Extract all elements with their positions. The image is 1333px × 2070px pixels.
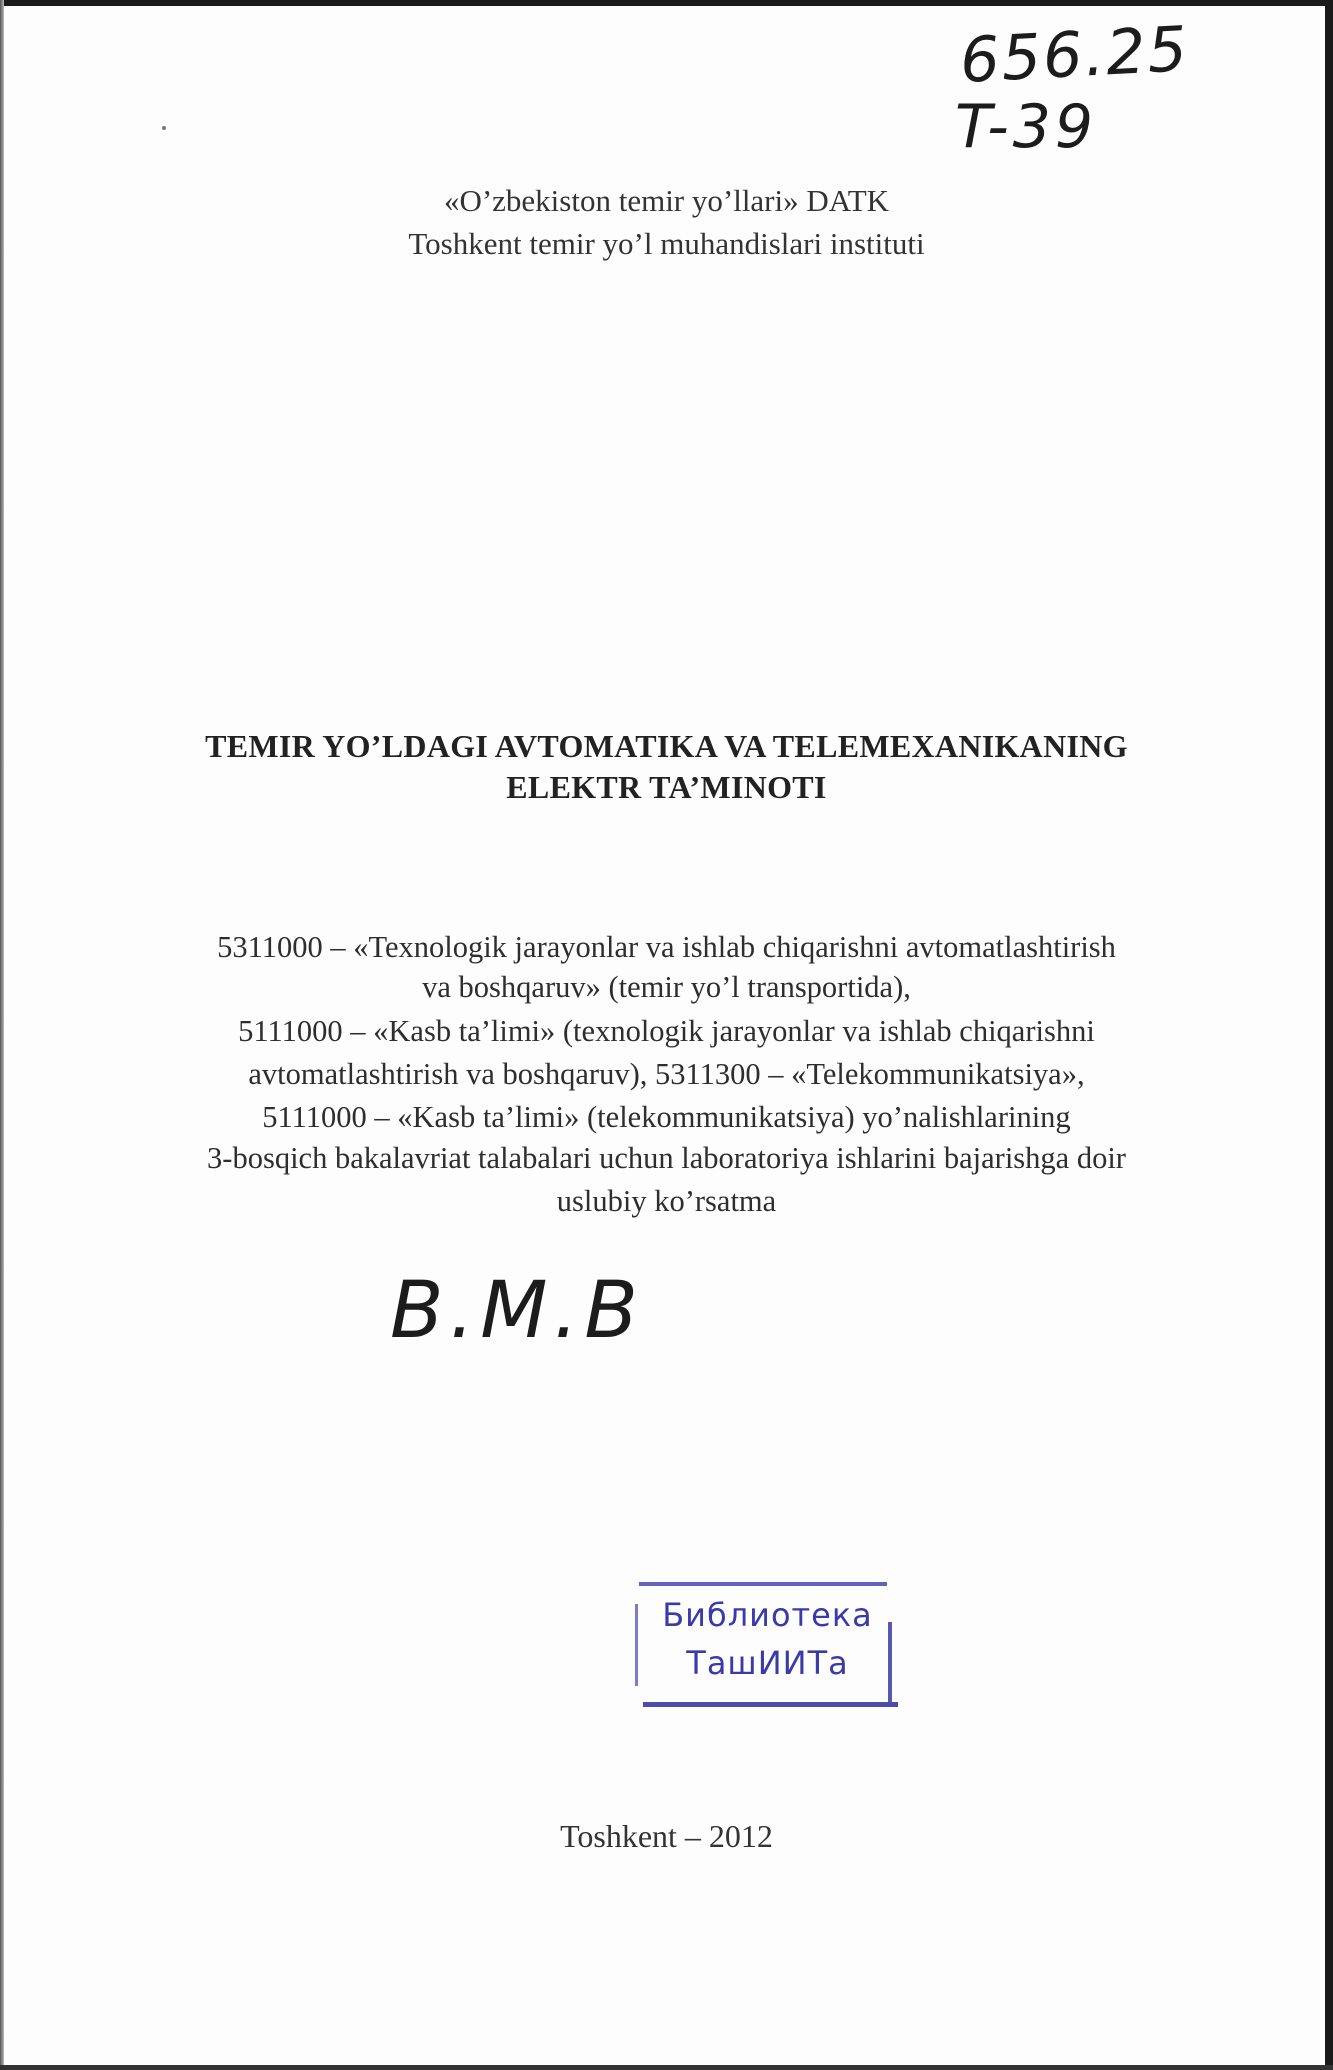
description-line: 5111000 – «Kasb ta’limi» (telekommunikatsiya) yo’nalishlarining: [262, 1100, 1071, 1134]
description-line: 5111000 – «Kasb ta’limi» (texnologik jarayonlar va ishlab chiqarishni: [238, 1014, 1095, 1048]
library-stamp: [635, 1582, 910, 1710]
stamp-border: [643, 1702, 898, 1707]
handwritten-initials: В.М.В: [390, 1266, 644, 1356]
stamp-border: [639, 1582, 887, 1586]
description-line: uslubiy ko’rsatma: [556, 1184, 777, 1218]
document-title-line-2: ELEKTR TA’MINOTI: [506, 769, 827, 805]
document-title-line-1: TEMIR YO’LDAGI AVTOMATIKA VA TELEMEXANIKANING: [205, 728, 1128, 764]
place-and-year: Toshkent – 2012: [560, 1818, 773, 1854]
scan-edge-top: [0, 0, 1333, 6]
stamp-library-label: Библиотека: [662, 1596, 873, 1634]
institution-name: Toshkent temir yo’l muhandislari instituti: [408, 226, 925, 261]
scan-edge-bottom: [0, 2065, 1333, 2070]
institution-parent: «O’zbekiston temir yo’llari» DATK: [443, 183, 890, 218]
shelfmark-cutter-number: T-39: [955, 92, 1098, 162]
shelfmark-classification: 656.25: [958, 12, 1191, 97]
description-line: va boshqaruv» (temir yo’l transportida),: [422, 970, 911, 1004]
description-line: 3-bosqich bakalavriat talabalari uchun laboratoriya ishlarini bajarishga doir: [207, 1141, 1126, 1175]
stamp-institute-label: ТашИИТа: [686, 1644, 849, 1682]
description-line: avtomatlashtirish va boshqaruv), 5311300 – «Telekommunikatsiya»,: [248, 1057, 1085, 1091]
description-line: 5311000 – «Texnologik jarayonlar va ishlab chiqarishni avtomatlashtirish: [217, 930, 1116, 964]
scan-speck: [162, 126, 166, 130]
